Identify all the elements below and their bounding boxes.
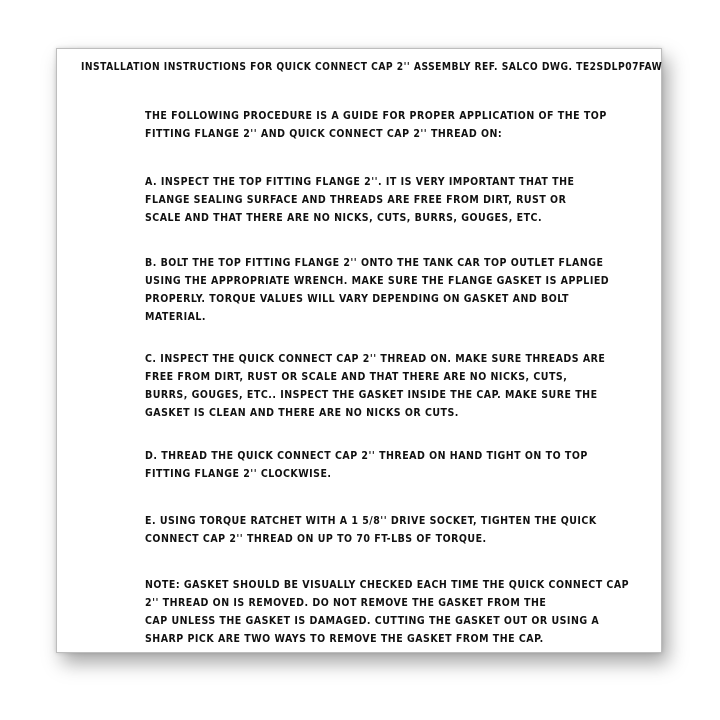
paragraph-line: PROPERLY. TORQUE VALUES WILL VARY DEPENDING ON GASKET AND BOLT [145, 293, 569, 305]
paragraph-line: MATERIAL. [145, 311, 207, 323]
paragraph-line: 2'' THREAD ON IS REMOVED. DO NOT REMOVE THE GASKET FROM THE [145, 597, 547, 609]
paragraph-line: FITTING FLANGE 2'' AND QUICK CONNECT CAP 2'' THREAD ON: [145, 128, 503, 140]
step-c-paragraph [145, 350, 625, 422]
paragraph-line: CAP UNLESS THE GASKET IS DAMAGED. CUTTING THE GASKET OUT OR USING A [145, 615, 600, 627]
note-paragraph [145, 576, 630, 648]
paragraph-line: USING THE APPROPRIATE WRENCH. MAKE SURE THE FLANGE GASKET IS APPLIED [145, 275, 610, 287]
paragraph-line: NOTE: GASKET SHOULD BE VISUALLY CHECKED EACH TIME THE QUICK CONNECT CAP [145, 579, 630, 591]
paragraph-line: CONNECT CAP 2'' THREAD ON UP TO 70 FT-LBS OF TORQUE. [145, 533, 487, 545]
step-d-paragraph [145, 447, 625, 483]
step-e-paragraph [145, 512, 625, 548]
paragraph-line: D. THREAD THE QUICK CONNECT CAP 2'' THREAD ON HAND TIGHT ON TO TOP [145, 450, 588, 462]
instruction-sheet [56, 48, 662, 653]
step-b-paragraph [145, 254, 625, 326]
paragraph-line: GASKET IS CLEAN AND THERE ARE NO NICKS OR CUTS. [145, 407, 459, 419]
intro-paragraph [145, 107, 625, 143]
paragraph-line: SCALE AND THAT THERE ARE NO NICKS, CUTS, BURRS, GOUGES, ETC. [145, 212, 543, 224]
paragraph-line: B. BOLT THE TOP FITTING FLANGE 2'' ONTO THE TANK CAR TOP OUTLET FLANGE [145, 257, 604, 269]
paragraph-line: FLANGE SEALING SURFACE AND THREADS ARE FREE FROM DIRT, RUST OR [145, 194, 567, 206]
document-title: INSTALLATION INSTRUCTIONS FOR QUICK CONNECT CAP 2'' ASSEMBLY REF. SALCO DWG. TE2SDLP07FAW [81, 61, 663, 73]
paragraph-line: BURRS, GOUGES, ETC.. INSPECT THE GASKET INSIDE THE CAP. MAKE SURE THE [145, 389, 598, 401]
paragraph-line: A. INSPECT THE TOP FITTING FLANGE 2''. IT IS VERY IMPORTANT THAT THE [145, 176, 575, 188]
paragraph-line: THE FOLLOWING PROCEDURE IS A GUIDE FOR PROPER APPLICATION OF THE TOP [145, 110, 607, 122]
paragraph-line: SHARP PICK ARE TWO WAYS TO REMOVE THE GASKET FROM THE CAP. [145, 633, 544, 645]
paragraph-line: C. INSPECT THE QUICK CONNECT CAP 2'' THREAD ON. MAKE SURE THREADS ARE [145, 353, 606, 365]
step-a-paragraph [145, 173, 625, 227]
paragraph-line: FITTING FLANGE 2'' CLOCKWISE. [145, 468, 332, 480]
paragraph-line: FREE FROM DIRT, RUST OR SCALE AND THAT THERE ARE NO NICKS, CUTS, [145, 371, 568, 383]
paragraph-line: E. USING TORQUE RATCHET WITH A 1 5/8'' DRIVE SOCKET, TIGHTEN THE QUICK [145, 515, 597, 527]
